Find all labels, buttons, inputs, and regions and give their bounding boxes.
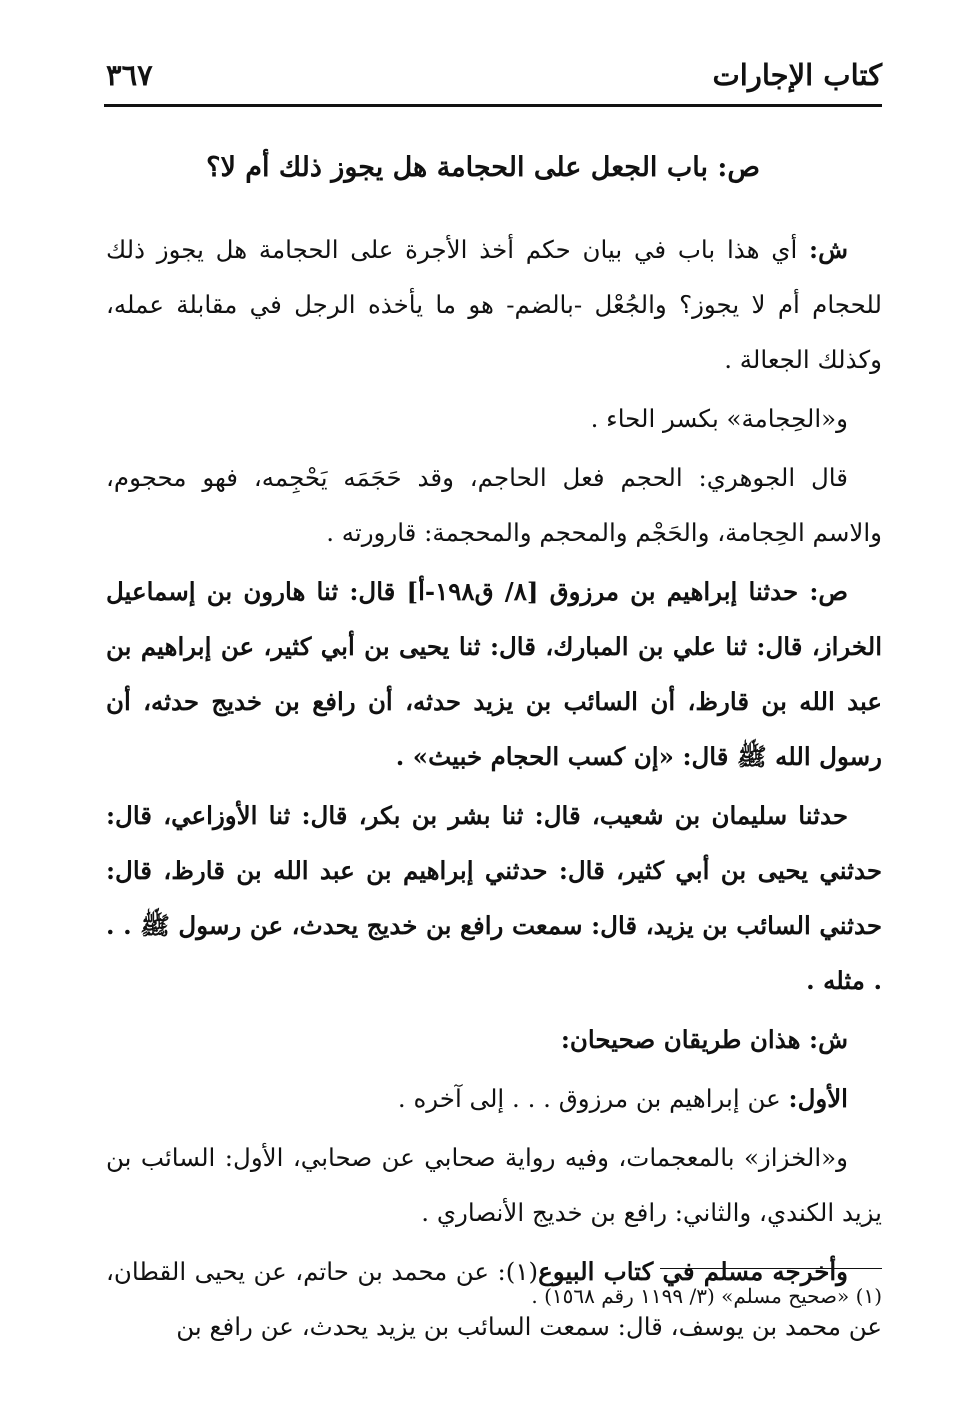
paragraph-text: حدثنا إبراهيم بن مرزوق [٨/ ق١٩٨-أ] قال: ثنا هارون بن إسماعيل الخراز، قال: ثنا علي بن المبارك، قال: ثنا يحيى بن أبي كثير، عن إبراهيم بن عبد الله بن قارظ، أن السائب بن يزيد حدثه، أن رافع بن خديج حدثه، أن رسول الله ﷺ قال: «إن كسب الحجام خبيث» . (106, 577, 882, 771)
paragraph (106, 1130, 882, 1240)
paragraph (106, 564, 882, 784)
paragraph (106, 788, 882, 1008)
paragraph (106, 391, 882, 446)
paragraph-text: و«الخزاز» بالمعجمات، وفيه رواية صحابي عن صحابي، الأول: السائب بن يزيد الكندي، والثاني: رافع بن خديج الأنصاري . (106, 1143, 882, 1227)
paragraph-text: هذان طريقان صحيحان: (560, 1025, 810, 1054)
footnote-rule (660, 1268, 882, 1269)
paragraph-text: قال الجوهري: الحجم فعل الحاجم، وقد حَجَمَه يَحْجِمه، فهو محجوم، والاسم الحِجامة، والحَجْم والمحجم والمحجمة: قارورته . (106, 463, 882, 547)
paragraph-text: أي هذا باب في بيان حكم أخذ الأجرة على الحجامة هل يجوز ذلك للحجام أم لا يجوز؟ والجُعْل -بالضم- هو ما يأخذه الرجل في مقابلة عمله، وكذلك الجعالة . (106, 235, 882, 374)
running-header-title: كتاب الإجارات (712, 58, 882, 92)
page-number: ٣٦٧ (106, 58, 153, 92)
paragraph-lead: ش: (809, 235, 848, 264)
paragraph-text: و«الحِجامة» بكسر الحاء . (590, 404, 848, 433)
paragraph-text: (١): عن محمد بن حاتم، عن يحيى القطان، عن محمد بن يوسف، قال: سمعت السائب بن يزيد يحدث، عن رافع بن (106, 1257, 882, 1341)
paragraph-lead: الأول: (788, 1084, 848, 1113)
paragraph (106, 450, 882, 560)
paragraph-lead: ص: (809, 577, 848, 606)
paragraph-text: عن إبراهيم بن مرزوق . . . إلى آخره . (397, 1084, 789, 1113)
paragraph-text: حدثنا سليمان بن شعيب، قال: ثنا بشر بن بكر، قال: ثنا الأوزاعي، قال: حدثني يحيى بن أبي كثير، قال: حدثني إبراهيم بن عبد الله بن قارظ، قال: حدثني السائب بن يزيد، قال: سمعت رافع بن خديج يحدث، عن رسول ﷺ . . . مثله . (106, 801, 882, 995)
paragraph (106, 1012, 882, 1067)
header-rule (104, 104, 882, 107)
paragraph-lead: وأخرجه مسلم في كتاب البيوع (538, 1257, 849, 1286)
section-heading: ص: باب الجعل على الحجامة هل يجوز ذلك أم لا؟ (206, 152, 760, 183)
body-text (106, 222, 882, 1358)
paragraph (106, 222, 882, 387)
paragraph-lead: ش: (809, 1025, 848, 1054)
paragraph (106, 1071, 882, 1126)
footnote: (١) «صحيح مسلم» (٣/ ١١٩٩ رقم ١٥٦٨) . (531, 1284, 882, 1308)
